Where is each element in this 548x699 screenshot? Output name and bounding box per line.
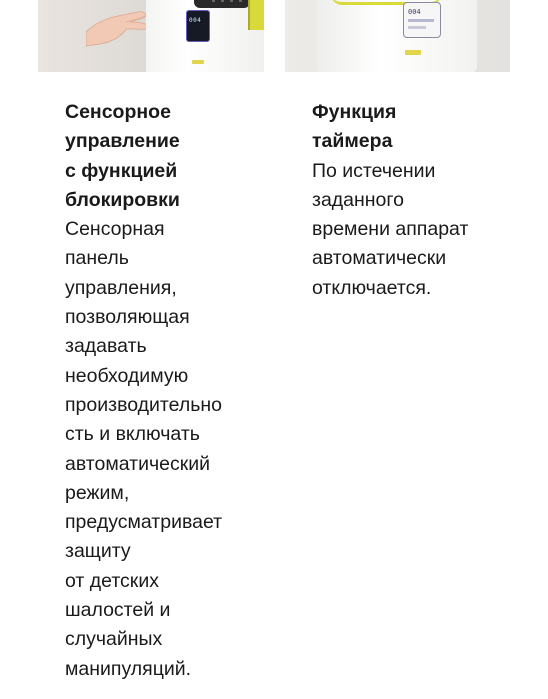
device-display <box>403 2 441 38</box>
feature-text-touch-control <box>65 98 265 684</box>
device-display <box>186 10 210 42</box>
air-purifier-device <box>146 0 264 72</box>
feature-description: Сенсорная панель управления, позволяющая задавать необходимую производительно сть и включать автоматический режим, предусматривает защиту от детских шалостей и случайных манипуляций. <box>65 218 223 680</box>
air-purifier-device <box>317 0 477 72</box>
brand-logo <box>192 60 204 64</box>
display-digits: 004 <box>189 17 202 24</box>
feature-card-timer <box>285 0 510 72</box>
display-digits: 004 <box>408 8 421 16</box>
feature-image-touch-control <box>38 0 264 72</box>
feature-heading: Сенсорное управление с функцией блокировки <box>65 101 180 211</box>
feature-heading: Функция таймера <box>312 101 397 153</box>
brand-logo <box>405 50 421 55</box>
feature-text-timer <box>312 98 522 303</box>
feature-card-touch-control <box>38 0 264 72</box>
feature-image-timer <box>285 0 510 72</box>
feature-description: По истечении заданного времени аппарат автоматически отключается. <box>312 159 469 299</box>
